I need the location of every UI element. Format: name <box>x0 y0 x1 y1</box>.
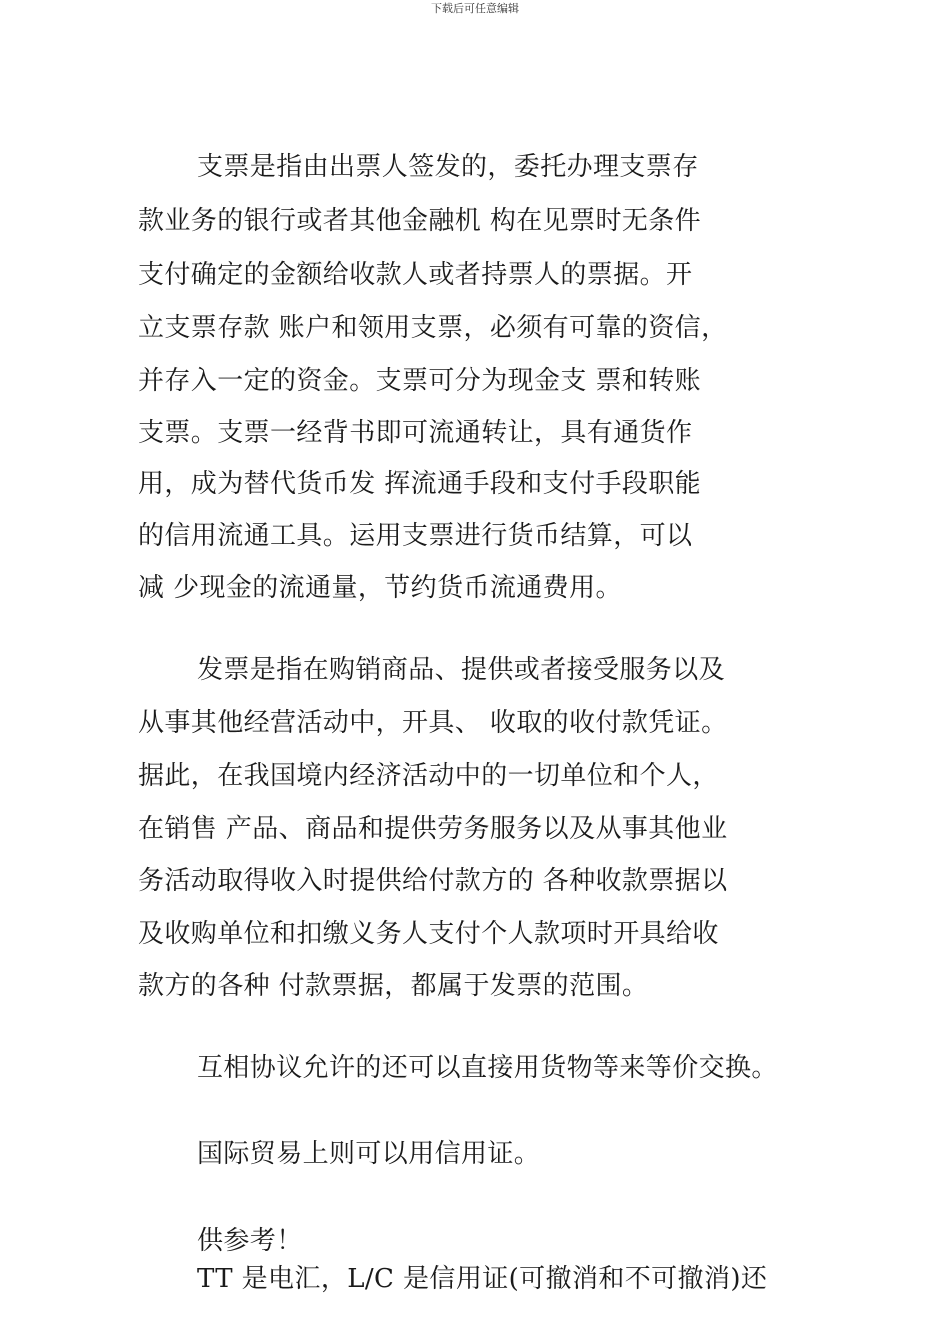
paragraph-2-line-4: 在销售 产品、商品和提供劳务服务以及从事其他业 <box>138 814 728 844</box>
paragraph-3: 互相协议允许的还可以直接用货物等来等价交换。 <box>197 1053 778 1083</box>
paragraph-1-line-2: 款业务的银行或者其他金融机 构在见票时无条件 <box>138 206 702 236</box>
paragraph-1-line-8: 的信用流通工具。运用支票进行货币结算，可以 <box>138 521 693 551</box>
paragraph-2-line-2: 从事其他经营活动中，开具、 收取的收付款凭证。 <box>138 708 728 738</box>
paragraph-1-line-5: 并存入一定的资金。支票可分为现金支 票和转账 <box>138 366 702 396</box>
paragraph-5: 供参考！ <box>197 1226 303 1256</box>
paragraph-4: 国际贸易上则可以用信用证。 <box>197 1139 541 1169</box>
paragraph-1-line-9: 减 少现金的流通量，节约货币流通费用。 <box>138 573 622 603</box>
paragraph-2-line-5: 务活动取得收入时提供给付款方的 各种收款票据以 <box>138 866 728 896</box>
paragraph-2-line-3: 据此，在我国境内经济活动中的一切单位和个人， <box>138 761 719 791</box>
paragraph-6: TT 是电汇，L/C 是信用证(可撤消和不可撤消)还 <box>197 1264 768 1294</box>
page-header-note: 下载后可任意编辑 <box>431 2 519 15</box>
paragraph-1-line-6: 支票。支票一经背书即可流通转让，具有通货作 <box>138 418 693 448</box>
paragraph-2-line-1: 发票是指在购销商品、提供或者接受服务以及 <box>197 655 726 685</box>
paragraph-1-line-4: 立支票存款 账户和领用支票，必须有可靠的资信， <box>138 313 728 343</box>
paragraph-1-line-3: 支付确定的金额给收款人或者持票人的票据。开 <box>138 260 693 290</box>
paragraph-2-line-7: 款方的各种 付款票据，都属于发票的范围。 <box>138 971 649 1001</box>
paragraph-1-line-7: 用，成为替代货币发 挥流通手段和支付手段职能 <box>138 469 702 499</box>
paragraph-1-line-1: 支票是指由出票人签发的，委托办理支票存 <box>197 152 699 182</box>
paragraph-2-line-6: 及收购单位和扣缴义务人支付个人款项时开具给收 <box>138 919 719 949</box>
